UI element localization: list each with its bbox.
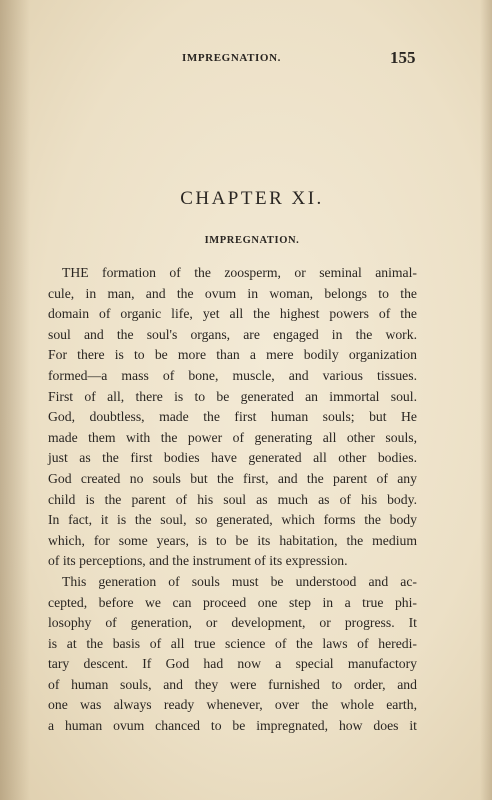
text-line: soul and the soul's organs, are engaged in the work. <box>48 326 417 342</box>
page-edge-shadow <box>480 0 492 800</box>
text-line: God, doubtless, made the first human souls; but He <box>48 409 417 425</box>
text-line: This generation of souls must be understood and ac- <box>62 573 417 589</box>
text-line: one was always ready whenever, over the whole earth, <box>48 697 417 713</box>
text-line: just as the first bodies have generated all other bodies. <box>48 450 417 466</box>
text-line: THE formation of the zoosperm, or seminal animal- <box>62 265 417 280</box>
chapter-subtitle: IMPREGNATION. <box>204 235 300 246</box>
text-line: tary descent. If God had now a special manufactory <box>48 656 417 672</box>
text-line: First of all, there is to be generated an immortal soul. <box>48 388 417 404</box>
chapter-title: CHAPTER XI. <box>180 188 324 209</box>
paragraph-2 <box>48 572 417 737</box>
text-line: For there is to be more than a mere bodily organization <box>48 347 417 363</box>
text-line: domain of organic life, yet all the highest powers of the <box>48 306 417 322</box>
text-line: child is the parent of his soul as much as of his body. <box>48 491 417 507</box>
text-line: God created no souls but the first, and the parent of any <box>48 470 417 486</box>
text-line: formed—a mass of bone, muscle, and various tissues. <box>48 367 417 383</box>
text-line: a human ovum chanced to be impregnated, how does it <box>48 718 417 734</box>
paragraph-1 <box>48 263 417 572</box>
text-line: which, for some years, is to be its habitation, the medium <box>48 532 417 548</box>
text-line: made them with the power of generating all other souls, <box>48 429 417 445</box>
text-line: is at the basis of all true science of the laws of heredi- <box>48 635 417 651</box>
text-line: of its perceptions, and the instrument of its expression. <box>48 553 348 569</box>
text-line: cule, in man, and the ovum in woman, belongs to the <box>48 285 417 301</box>
text-line: of human souls, and they were furnished to order, and <box>48 676 417 692</box>
text-line: In fact, it is the soul, so generated, which forms the body <box>48 512 417 528</box>
binding-gutter-shadow <box>0 0 30 800</box>
running-head: IMPREGNATION. <box>182 52 281 64</box>
text-line: losophy of generation, or development, or progress. It <box>48 615 417 631</box>
text-line: cepted, before we can proceed one step in a true phi- <box>48 594 417 610</box>
page-number: 155 <box>390 48 416 67</box>
body-text <box>48 263 417 737</box>
